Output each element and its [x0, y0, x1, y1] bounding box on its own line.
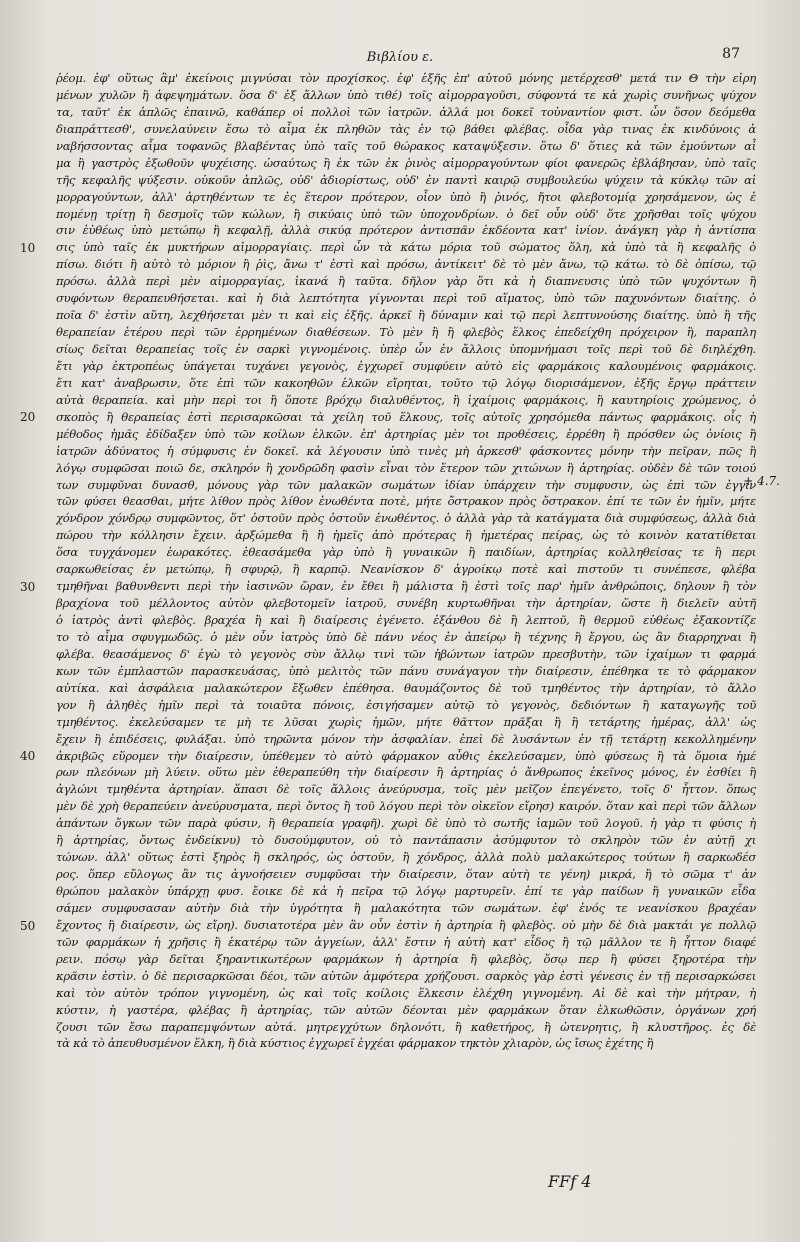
- text-line: ναβήσσοντας αἷμα τοφανῶς βλαβέντας ὑπὸ ταῖς τοῦ θώρακος καταψύξεσιν. ὅτω δ' ὅτιες κἀ τῶν ἐμούντων αἷ: [56, 138, 756, 153]
- text-line: συφόντων θεραπευθήσεται. καὶ ἡ διὰ λεπτότητα γίγνονται περὶ τοῦ αἵματος, ὑπὸ τῶν παχυνόντων διαίτης. ὁ: [56, 291, 756, 306]
- text-line: ἔχοντος ἢ διαίρεσιν, ὡς εἴρη). δυσιατοτέρα μὲν ἂν οὖν ἐστὶν ἡ ἀρτηρία ἢ φλεβὸς. οὐ μὴν δὲ διὰ μακτάι γε πολλῷ: [56, 917, 756, 932]
- text-line: τμηθέντος. ἐκελεύσαμεν τε μὴ τε λῦσαι χωρὶς ἡμῶν, μήτε θᾶττον πρᾶξαι ἢ ἢ τετάρτης ἡμέρας, ἀλλ' ὡς: [56, 714, 756, 729]
- text-line: αὐτὰ θεραπεία. καὶ μὴν περὶ τοι ἢ ὅποτε βρόχῳ διαλυθέντος, ἢ ἰχαίμοις φαρμάκοις, ἢ καυτηρίοις χρώμενος, ὁ: [56, 392, 756, 407]
- page-number: 87: [722, 46, 740, 62]
- text-line: ὁ ἰατρὸς ἀντὶ φλεβὸς. βραχέα ἢ καὶ ἢ διαίρεσις ἐγένετο. ἐξάνθου δὲ ἢ λεπτοῦ, ἢ θερμοῦ εὐθέως ἐξακοντίζε: [56, 613, 756, 627]
- text-line: των συμφῦναι δυνασθ, μόνους γὰρ τῶν μαλακῶν σωμάτων ἰδίαν ὑπάρχειν τὴν συμφυσιν, ὡς ἐπὶ τῶν ἐγγιν: [56, 477, 756, 492]
- text-line: κων τῶν ἐμπλαστῶν παρασκευάσας, ὑπὸ μελιτὸς τῶν πάνυ συνάγαγον τὴν διαίρεσιν, ἐπέθηκα τε τὸ φάρμακον: [56, 663, 756, 678]
- text-line: τὰ κἀ τὸ ἀπευθυσμένον ἕλκη, ἢ διὰ κύστιος ἐγχωρεῖ ἐγχέαι φάρμακον τηκτὸν χλιαρὸν, ὡς ἴσως ἐχέτης ἢ: [56, 1036, 654, 1051]
- text-line: ἔτι κατ' ἀναβρωσιν, ὅτε ἐπὶ τῶν κακοηθῶν ἑλκῶν εἴρηται, τοῦτο τῷ λόγῳ διορισάμενον, ἐξῆς ἔργῳ πράττειν: [56, 375, 756, 390]
- text-line: ζουσι τῶν ἔσω παραπεμψόντων αὐτά. μητρεγχύτων δηλονότι, ἢ καθετήρος, ἢ ὠτενρητις, ἢ κλυστῆρος. ἐς δὲ: [56, 1019, 756, 1034]
- text-line: σκοπὸς ἢ θεραπείας ἐστὶ περισαρκῶσαι τὰ χείλη τοῦ ἕλκους, τοῖς αὐτοῖς χρησόμεθα πάντως φαρμάκοις. οἷς ἡ: [56, 409, 756, 424]
- text-line: μορραγούντων, ἀλλ' ἀρτηθέντων τε ἐς ἕτερον πρότερον, οἷον ὑπὸ ἢ ῥινός, ἤτοι φλεβοτομίᾳ χρησάμενον, ὡς ἐ: [56, 189, 756, 204]
- text-line: σάμεν συμφυσασαν αὐτὴν διὰ τὴν ὑγρότητα ἢ μαλακότητα τῶν σωμάτων. ἐφ' ἑνός τε νεανίσκου βραχέαν: [56, 900, 756, 915]
- text-line: ρειν. πόσῳ γὰρ δεῖται ξηραντικωτέρων φαρμάκων ἡ ἀρτηρία ἢ φλεβὸς, ὅσῳ περ ἢ φύσει ξηροτέρα τὴν: [56, 951, 756, 966]
- text-line: μὲν δὲ χρὴ θεραπεύειν ἀνεύρυσματα, περὶ ὄντος ἢ τοῦ λόγου περὶ τὸν οἰκεῖον εἴρησ) καιρόν. ὅταν καὶ περὶ τῶν ἄλλων: [56, 799, 756, 814]
- text-line: ἔτι γὰρ ἐκτροπέως ὑπάγεται τυχάνει γεγονὸς, ἐγχωρεῖ συμφύειν αὐτὸ εἰς φαρμάκοις καλουμένοις φαρμάκοις.: [56, 358, 756, 373]
- text-line: αὐτίκα. καὶ ἀσφάλεια μαλακώτερον ἔξωθεν ἐπέθησα. θαυμάζοντος δὲ τοῦ τμηθέντος τὴν ἀρτηρίαν, τὸ ἄλλο: [56, 680, 756, 695]
- line-number: 10: [20, 240, 36, 255]
- text-line: διαπράττεσθ', συνελαύνειν ἔσω τὸ αἷμα ἐκ πληθῶν τὰς ἐν τῷ βάθει φλέβας. οἶδα γὰρ τινας ἐκ κινδύνοις ἀ: [56, 121, 756, 136]
- text-line: πομένῃ τρίτῃ ἢ δεσμοῖς τῶν κώλων, ἢ σικύαις ὑπὸ τῶν ὑποχονδρίων. ὁ δεῖ οὖν οὐδ' ὅτε χρῆσθαι τοῖς ψύχου: [56, 206, 756, 221]
- text-line: σιν ἐὐθέως ὑπὸ μετώπῳ ἢ κεφαλῇ, ἀλλὰ σικύᾳ πρότερον ἀντισπᾶν ἐκδέοντα κατ' ἰνίον. ἀνάγκη γὰρ ἡ ἀντίσπα: [56, 223, 756, 238]
- text-line: λόγῳ συμφῶσαι ποιῶ δε, σκληρόν ἢ χονδρῶδη φασὶν εἶναι τὸν ἕτερον τῶν χιτώνων ἢ ἀρτηρίας. οὐδὲν δὲ τῶν τοιού: [56, 460, 756, 475]
- text-line: τμηθῆναι βαθυνθεντι περὶ τὴν ἰασινῶν ὥραν, ἐν ἔθει ἢ μάλιστα ἢ ἐστὶ τοῖς παρ' ἡμῖν ἀνθρώποις, δηλουν ἢ τὸν: [56, 579, 756, 594]
- text-line: τα, ταῦτ' ἐκ ἁπλῶς ἐπαινῶ, καθάπερ οἱ πολλοὶ τῶν ἰατρῶν. ἀλλά μοι δοκεῖ τοὐναντίον φιστ. ὧν ὅσον δεόμεθα: [56, 104, 756, 119]
- text-line: κρᾶσιν ἐστὶν. ὁ δὲ περισαρκῶσαι δέοι, τῶν αὐτῶν ἀμφότερα χρήζουσι. σαρκὸς γὰρ ἐστὶ γένεσις ἐν τῇ περισαρκώσει: [56, 968, 756, 983]
- text-line: ἢ ἀρτηρίας, ὄντως ἐνδείκνυ) τὸ δυσούμφυτον, οὐ τὸ παντάπασιν ἀσύμφυτον τὸ σκληρὸν τῶν ἐν αὐτῇ χι: [56, 833, 756, 848]
- text-line: πώρου τὴν κόλλησιν ἔχειν. ἀρξώμεθα ἢ ἢ ἡμεῖς ἀπὸ πρότερας ἢ ἡμετέρας πείρας, ὡς τὸ κοινὸν κατατίθεται: [56, 528, 756, 543]
- text-line: ῥέομ. ἐφ' οὕτως ἂμ' ἐκείνοις μιγνύσαι τὸν προχίσκος. ἐφ' ἑξῆς ἐπ' αὐτοῦ μόνης μετέρχεσθ' μετά τιν Θ τὴν εἰρη: [56, 71, 756, 85]
- text-line: τῆς κεφαλῆς ψύξεσιν. οὐκοῦν ἁπλῶς, οὐδ' ἀδιορίστως, οὐδ' ἐν παντὶ καιρῷ συμβουλεύω ψύχειν τὰ κύκλῳ τῶν αἱ: [56, 172, 756, 187]
- margin-note: + 4.7.: [743, 474, 780, 488]
- body-text: [56, 70, 756, 1052]
- text-line: πίσω. διότι ἢ αὐτὸ τὸ μόριον ἢ ῥὶς, ἄνω τ' ἐστὶ καὶ πρόσω, ἀντίκειτ' δὲ τὸ μὲν ἄνω, τῷ κάτω. τὸ δὲ ὀπίσω, τῷ: [56, 257, 756, 272]
- text-line: ρος. ὅπερ εὔλογως ἂν τις ἀγνοήσειεν συμφῦσαι τὴν διαίρεσιν, ὅταν αὐτὴ τε γένη) μικρά, ἢ τὸ σῶμα τ' ἀν: [56, 867, 756, 882]
- line-number: 40: [20, 749, 36, 763]
- text-line: ἔχειν ἢ ἐπιδέσεις, φυλάξαι. ὑπὸ τηρῶντα μόνον τὴν ἀσφαλίαν. ἐπεὶ δὲ λυσάντων ἐν τῇ τετάρτῃ κεκολλημένην: [56, 731, 756, 746]
- text-line: ρων πλεόνων μὴ λύειν. οὕτω μὲν ἐθεραπεύθη τὴν διαίρεσιν ἢ ἀρτηρίας ὁ ἄνθρωπος ἐκεῖνος μόνος, ἐν ἐσθίει ἢ: [56, 765, 756, 780]
- text-line: μα ἢ γαστρὸς ἐξωθοῦν ψυχέισης. ὡσαύτως ἢ ἐκ τῶν ἐκ ῥινὸς αἱμορραγούντων φίοι φανερῶς ἐβλάβησαν, ὑπὸ ταῖς: [56, 155, 756, 170]
- text-line: πρόσω. ἀλλὰ περὶ μὲν αἱμορραγίας, ἱκανά ἢ ταῦτα. δῆλον γὰρ ὅτι κἀ ἡ διαπνευσις ὑπὸ τῶν ψυχόντων ἢ: [56, 274, 756, 289]
- text-line: φλέβα. θεασάμενος δ' ἐγὼ τὸ γεγονὸς σὺν ἄλλῳ τινὶ τῶν ἡβώντων ἰατρῶν πρεσβυτὴν, τῶν ἰχαίμων τι φαρμά: [56, 646, 756, 661]
- text-line: καὶ τὸν αὐτὸν τρόπον γιγνομένη, ὡς καὶ τοῖς κοίλοις ἕλκεσιν ἐλέχθη γιγνομένη. Αἱ δὲ καὶ τὴν μήτραν, ἡ: [56, 985, 756, 1000]
- text-line: τῶν φαρμάκων ἡ χρῆσις ἢ ἑκατέρῳ τῶν ἀγγείων, ἀλλ' ἔστιν ἡ αὐτὴ κατ' εἶδος ἢ τῷ μᾶλλον τε ἢ ἧττον διαφέ: [56, 934, 756, 949]
- text-line: μέθοδος ἡμᾶς ἐδίδαξεν ὑπὸ τῶν κοίλων ἑλκῶν. ἐπ' ἀρτηρίας μὲν τοι προθέσεις, ἐρρέθη ἢ πρόσθεν ὡς ὀνίοις ἢ: [56, 426, 756, 441]
- text-line: σίως δεῖται θεραπείας τοῖς ἐν σαρκὶ γιγνομένοις. ὑπὲρ ὧν ἐν ἄλλοις ὑπομνήμασι τοῖς περὶ τοῦ δὲ διηλέχθη.: [56, 342, 756, 356]
- text-line: σις ὑπὸ ταῖς ἐκ μυκτήρων αἱμορραγίαις. περὶ ὧν τὰ κάτω μόρια τοῦ σώματος ὅλη, κἀ ὑπὸ τὰ ἢ κεφαλῆς ὀ: [56, 240, 756, 255]
- text-line: κύστιν, ἡ γαστέρα, φλέβας ἢ ἀρτηρίας, τῶν αὐτῶν δέονται μὲν φαρμάκων ὅταν ἑλκωθῶσιν, ὀργάνων χρή: [56, 1002, 756, 1017]
- text-line: μένων χυλῶν ἢ ἀφεψημάτων. ὅσα δ' ἐξ ἄλλων ὑπὸ τιθέ) τοῖς αἱμορραγοῦσι, σύφοντά τε κἀ χωρὶς συνῆνως ψύχον: [56, 87, 756, 102]
- running-header: Βιβλίου ε.: [366, 50, 434, 65]
- text-line: ἀγλώνι τμηθέντα ἀρτηρίαν. ἅπασι δὲ τοῖς ἄλλοις ἀνεύρυσμα, τοῖς μὲν μεῖζον ἐπεγένετο, τοῖς δ' ἧττον. ὅπως: [56, 782, 756, 797]
- text-line: θρώπου μαλακὸν ὑπάρχῃ φυσ. ἔοικε δὲ κἀ ἡ πεῖρα τῷ λόγῳ μαρτυρεῖν. ἐπί τε γὰρ παίδων ἢ γυναικῶν εἶδα: [56, 884, 756, 898]
- text-line: σαρκωθείσας ἐν μετώπῳ, ἢ σφυρῷ, ἢ καρπῷ. Νεανίσκον δ' ἀγροίκῳ ποτὲ καὶ πιστοῦν τι συνέπεσε, φλέβα: [56, 562, 756, 577]
- text-line: θεραπείαν ἑτέρου περὶ τῶν ἐρρημένων διαθέσεων. Τὸ μὲν ἢ ἢ φλεβὸς ἕλκος ἐπεδείχθη πρόχειρον ἢ, παραπλη: [56, 325, 756, 340]
- signature-mark: FFf 4: [548, 1172, 592, 1191]
- text-line: ἀκριβῶς εὕρομεν τὴν διαίρεσιν, ὑπέθεμεν τὸ αὐτὸ φάρμακον αὖθις ἐκελεύσαμεν, ὑπὸ φύσεως ἢ τὰ ὅμοια ἡμέ: [56, 748, 756, 763]
- text-line: ἁπάντων ὄγκων τῶν παρὰ φύσιν, ἢ θεραπεία γραφῆ). χωρὶ δὲ ὑπὸ τὸ σωτῆς ἰαμῶν τοῦ λογοῦ. ἡ γὰρ τι φύσις ἡ: [56, 816, 756, 831]
- text-line: ποῖα δ' ἐστὶν αὕτη, λεχθήσεται μὲν τι καὶ εἰς ἐξῆς. ἀρκεῖ ἢ δύναμιν καὶ τῷ περὶ λεπτυνούσης διαίτης. ὑπὸ ἢ τῆς: [56, 308, 756, 323]
- text-line: το τὸ αἷμα σφυγμωδῶς. ὁ μὲν οὖν ἰατρὸς ὑπὸ δὲ πάνυ νέος ἐν ἀπείρῳ ἢ τέχνης ἢ ἔργου, ὡς ἂν διαρρηχναι ἢ: [56, 629, 756, 644]
- line-number: 30: [20, 579, 36, 594]
- line-number: 50: [20, 918, 36, 933]
- text-line: χόνδρον χόνδρῳ συμφῶντος, ὅτ' ὀστοῦν πρὸς ὀστοῦν ἑνωθέντος. ὁ ἀλλὰ γὰρ τὰ κατάγματα διὰ συμφύσεως, ἀλλὰ διὰ: [56, 511, 756, 526]
- text-line: γον ἢ ἀληθὲς ἡμῖν περὶ τὰ τοιαῦτα πόνοις, ἐσιγήσαμεν αὐτῷ τὸ γεγονὸς, δεδιόντων ἢ καταγωγῆς τοῦ: [56, 697, 756, 712]
- text-line: τώνων. ἀλλ' οὕτως ἐστὶ ξηρὸς ἢ σκληρός, ὡς ὀστοῦν, ἢ χόνδρος, ἀλλὰ πολὺ μαλακώτερος τούτων ἢ σαρκωδέσ: [56, 850, 756, 865]
- text-line: ὅσα τυγχάνομεν ἑωρακότες. ἐθεασάμεθα γὰρ ὑπὸ ἢ γυναικῶν ἢ παιδίων, ἀρτηρίας κολληθείσας τε ἢ περι: [56, 545, 756, 560]
- line-number: 20: [20, 410, 36, 424]
- text-line: βραχίονα τοῦ μέλλοντος αὐτὸν φλεβοτομεῖν ἰατροῦ, συνέβη κυρτωθῆναι τὴν ἀρτηρίαν, ὥστε ἢ διελεῖν αὐτῆ: [56, 596, 756, 611]
- text-line: τῶν φύσει θεασθαι, μήτε λίθον πρὸς λίθον ἐνωθέντα ποτὲ, μήτε ὄστρακον πρὸς ὄστρακον. ἐπί τε τῶν ἐν ἡμῖν, μήτε: [56, 494, 756, 509]
- text-line: ἰατρῶν ἀδύνατος ἡ σύμφυσις ἐν δοκεῖ. κἀ λέγουσιν ὑπὸ τινὲς μὴ ἀρκεσθ' φάσκοντες μόνην τὴν πεῖραν, πῶς ἢ: [56, 443, 756, 458]
